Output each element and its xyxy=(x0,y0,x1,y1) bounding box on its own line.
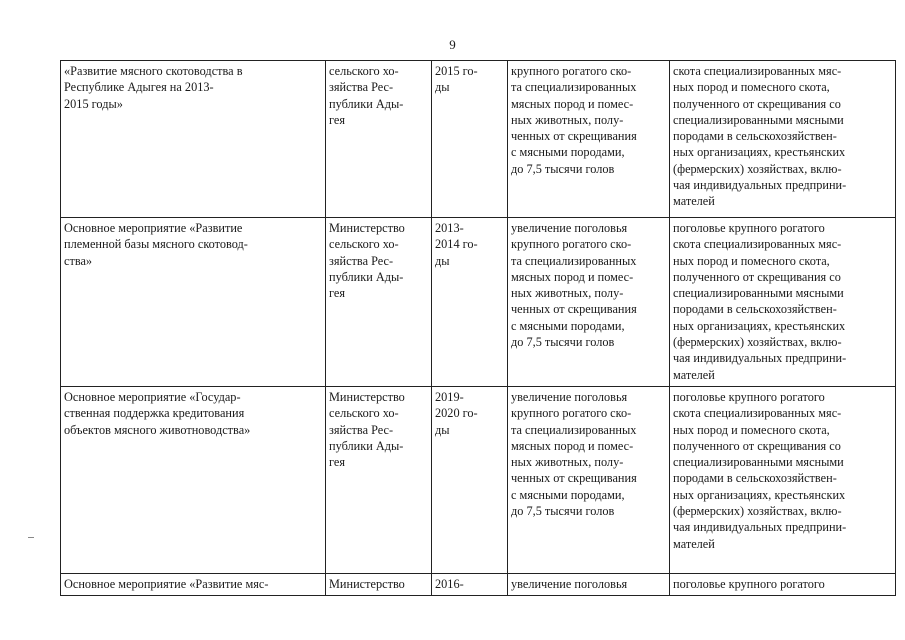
period-cell: 2013- 2014 го- ды xyxy=(432,218,508,387)
expected-result-cell: увеличение поголовья крупного рогатого ско- та специализированных мясных пород и помес- ных животных, полу- ченных от скрещивания с мясными породами, до 7,5 тысячи голов xyxy=(508,386,670,573)
indicator-cell: поголовье крупного рогатого скота специализированных мяс- ных пород и помесного скота, полученного от скрещивания со специализированными мясными породами в сельскохозяйствен- ных организациях, крестьянских (фермерских) хозяйствах, вклю- чая индивидуальных предприни- мателей xyxy=(670,386,896,573)
executor-cell: Министерство xyxy=(326,573,432,595)
page-number: 9 xyxy=(449,37,456,52)
expected-result-cell: увеличение поголовья крупного рогатого ско- та специализированных мясных пород и помес- ных животных, полу- ченных от скрещивания с мясными породами, до 7,5 тысячи голов xyxy=(508,218,670,387)
period-cell: 2015 го- ды xyxy=(432,61,508,218)
period-cell: 2016- xyxy=(432,573,508,595)
period-cell: 2019- 2020 го- ды xyxy=(432,386,508,573)
indicator-cell: поголовье крупного рогатого xyxy=(670,573,896,595)
indicator-cell: скота специализированных мяс- ных пород и помесного скота, полученного от скрещивания со специализированными мясными породами в сельскохозяйствен- ных организациях, крестьянских (фермерских) хозяйствах, вклю- чая индивидуальных предприни- мателей xyxy=(670,61,896,218)
expected-result-cell: крупного рогатого ско- та специализированных мясных пород и помес- ных животных, полу- ченных от скрещивания с мясными породами, до 7,5 тысячи голов xyxy=(508,61,670,218)
indicator-cell: поголовье крупного рогатого скота специализированных мяс- ных пород и помесного скота, полученного от скрещивания со специализированными мясными породами в сельскохозяйствен- ных организациях, крестьянских (фермерских) хозяйствах, вклю- чая индивидуальных предприни- мателей xyxy=(670,218,896,387)
activity-name-cell: «Развитие мясного скотоводства в Республике Адыгея на 2013- 2015 годы» xyxy=(61,61,326,218)
expected-result-cell: увеличение поголовья xyxy=(508,573,670,595)
table-row xyxy=(61,386,896,573)
activity-name-cell: Основное мероприятие «Государ- ственная поддержка кредитования объектов мясного животноводства» xyxy=(61,386,326,573)
table-row xyxy=(61,61,896,218)
table-row xyxy=(61,218,896,387)
program-activities-table xyxy=(60,60,896,596)
activity-name-cell: Основное мероприятие «Развитие племенной базы мясного скотовод- ства» xyxy=(61,218,326,387)
executor-cell: Министерство сельского хо- зяйства Рес- публики Ады- гея xyxy=(326,386,432,573)
activity-name-cell: Основное мероприятие «Развитие мяс- xyxy=(61,573,326,595)
table-row xyxy=(61,573,896,595)
executor-cell: сельского хо- зяйства Рес- публики Ады- гея xyxy=(326,61,432,218)
scan-mark xyxy=(28,537,34,538)
executor-cell: Министерство сельского хо- зяйства Рес- публики Ады- гея xyxy=(326,218,432,387)
